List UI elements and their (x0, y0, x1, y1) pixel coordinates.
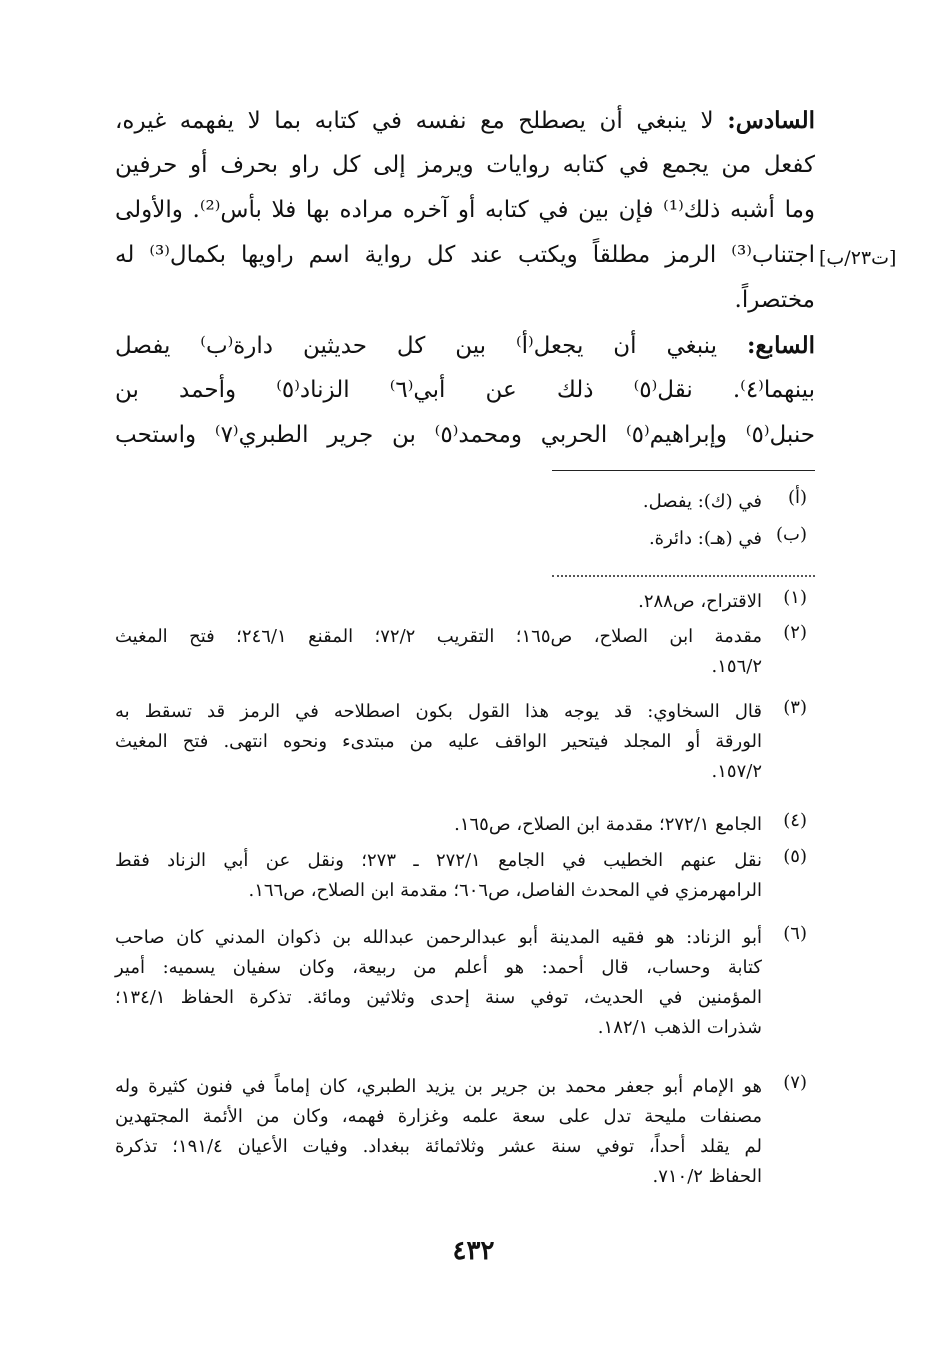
footnote-line: هو الإمام أبو جعفر محمد بن جرير بن يزيد الطبري، كان إماماً في فنون كثيرة وله (115, 1076, 762, 1097)
footnote-line: الرامهرمزي في المحدث الفاصل، ص٦٠٦؛ مقدمة ابن الصلاح، ص١٦٦. (248, 880, 762, 901)
variant-note-label: (أ) (787, 487, 807, 508)
footnote-line: مقدمة ابن الصلاح، ص١٦٥؛ التقريب ٧٢/٢؛ المقنع ٢٤٦/١؛ فتح المغيث (115, 626, 763, 647)
footnote-line: لم يقلد أحداً، توفي سنة عشر وثلاثمائة ببغداد. وفيات الأعيان ١٩١/٤؛ تذكرة (115, 1136, 762, 1157)
margin-note: [ت٢٣/ب] (819, 247, 897, 269)
text-line: وما أشبه ذلك⁽¹⁾ فإن بين في كتابه أو آخره مراده بها فلا بأس⁽²⁾. والأولى (115, 197, 816, 223)
paragraph-heading: السابع: (746, 332, 815, 359)
main-text (115, 98, 815, 458)
footnote-line: الاقتراح، ص٢٨٨. (638, 591, 762, 612)
text-line: كفعل من يجمع في كتابه روايات ويرمز إلى كل راو بحرف أو حرفين (115, 152, 815, 178)
footnote-line: الجامع ٢٧٢/١؛ مقدمة ابن الصلاح، ص١٦٥. (454, 814, 762, 835)
variant-note-text: في (هـ): دائرة. (648, 528, 762, 549)
footnote-line: الورقة أو المجلد فيتحير الواقف عليه من مبتدىء ونحوه انتهى. فتح المغيث (115, 731, 762, 752)
footnote-label: (٢) (783, 622, 807, 643)
footnote-label: (٦) (783, 923, 807, 944)
dotted-separator (552, 575, 815, 577)
page-number: ٤٣٢ (452, 1236, 495, 1266)
text-line: مختصراً. (734, 287, 815, 313)
paragraph-heading: السادس: (727, 107, 816, 134)
footnote-label: (٧) (783, 1072, 807, 1093)
text-line: السابع: ينبغي أن يجعل⁽أ⁾ بين كل حديثين دارة⁽ب⁾ يفصل (115, 332, 815, 359)
footnote-label: (٥) (783, 846, 807, 867)
footnote-line: نقل عنهم الخطيب في الجامع ٢٧٢/١ ـ ٢٧٣؛ ونقل عن أبي الزناد فقط (115, 850, 762, 871)
footnote-label: (١) (783, 587, 807, 608)
footnote-line: ١٥٦/٢. (711, 656, 762, 677)
variant-note-label: (ب) (776, 524, 807, 545)
footnote-line: قال السخاوي: قد يوجه هذا القول بكون اصطلاحه في الرمز قد تسقط به (115, 701, 762, 722)
text-line: حنبل⁽٥⁾ وإبراهيم⁽٥⁾ الحربي ومحمد⁽٥⁾ بن جرير الطبري⁽٧⁾ واستحب (115, 422, 815, 448)
footnote-line: مصنفات مليحة تدل على سعة علمه وغزارة فهمه، وكان من الأئمة المجتهدين (115, 1106, 762, 1127)
footnote-line: المؤمنين في الحديث، توفي سنة إحدى وثلاثين ومائة. تذكرة الحفاظ ١٣٤/١؛ (115, 987, 762, 1008)
footnote-line: شذرات الذهب ١٨٢/١. (597, 1017, 762, 1038)
variant-note-text: في (ك): يفصل. (642, 491, 762, 512)
text-line: بينهما⁽٤⁾. نقل⁽٥⁾ ذلك عن أبي⁽٦⁾ الزناد⁽٥⁾ وأحمد بن (115, 377, 816, 403)
footnote-line: الحفاظ ٧١٠/٢. (652, 1166, 762, 1187)
footnote-label: (٤) (783, 810, 807, 831)
footnote-line: أبو الزناد: هو فقيه المدينة أبو عبدالرحمن عبدالله بن ذكوان المدني كان صاحب (115, 927, 762, 948)
footnote-line: كتابة وحساب، قال أحمد: هو أعلم من ربيعة، وكان سفيان يسميه: أمير (115, 957, 762, 978)
footnote-label: (٣) (783, 697, 807, 718)
text-line: اجتناب⁽³⁾ الرمز مطلقاً ويكتب عند كل رواية اسم راويها بكمال⁽³⁾ له (115, 242, 815, 268)
footnote-separator (552, 470, 815, 471)
text-line: السادس: لا ينبغي أن يصطلح مع نفسه في كتابه بما لا يفهمه غيره، (115, 107, 816, 134)
footnote-line: ١٥٧/٢. (711, 761, 762, 782)
